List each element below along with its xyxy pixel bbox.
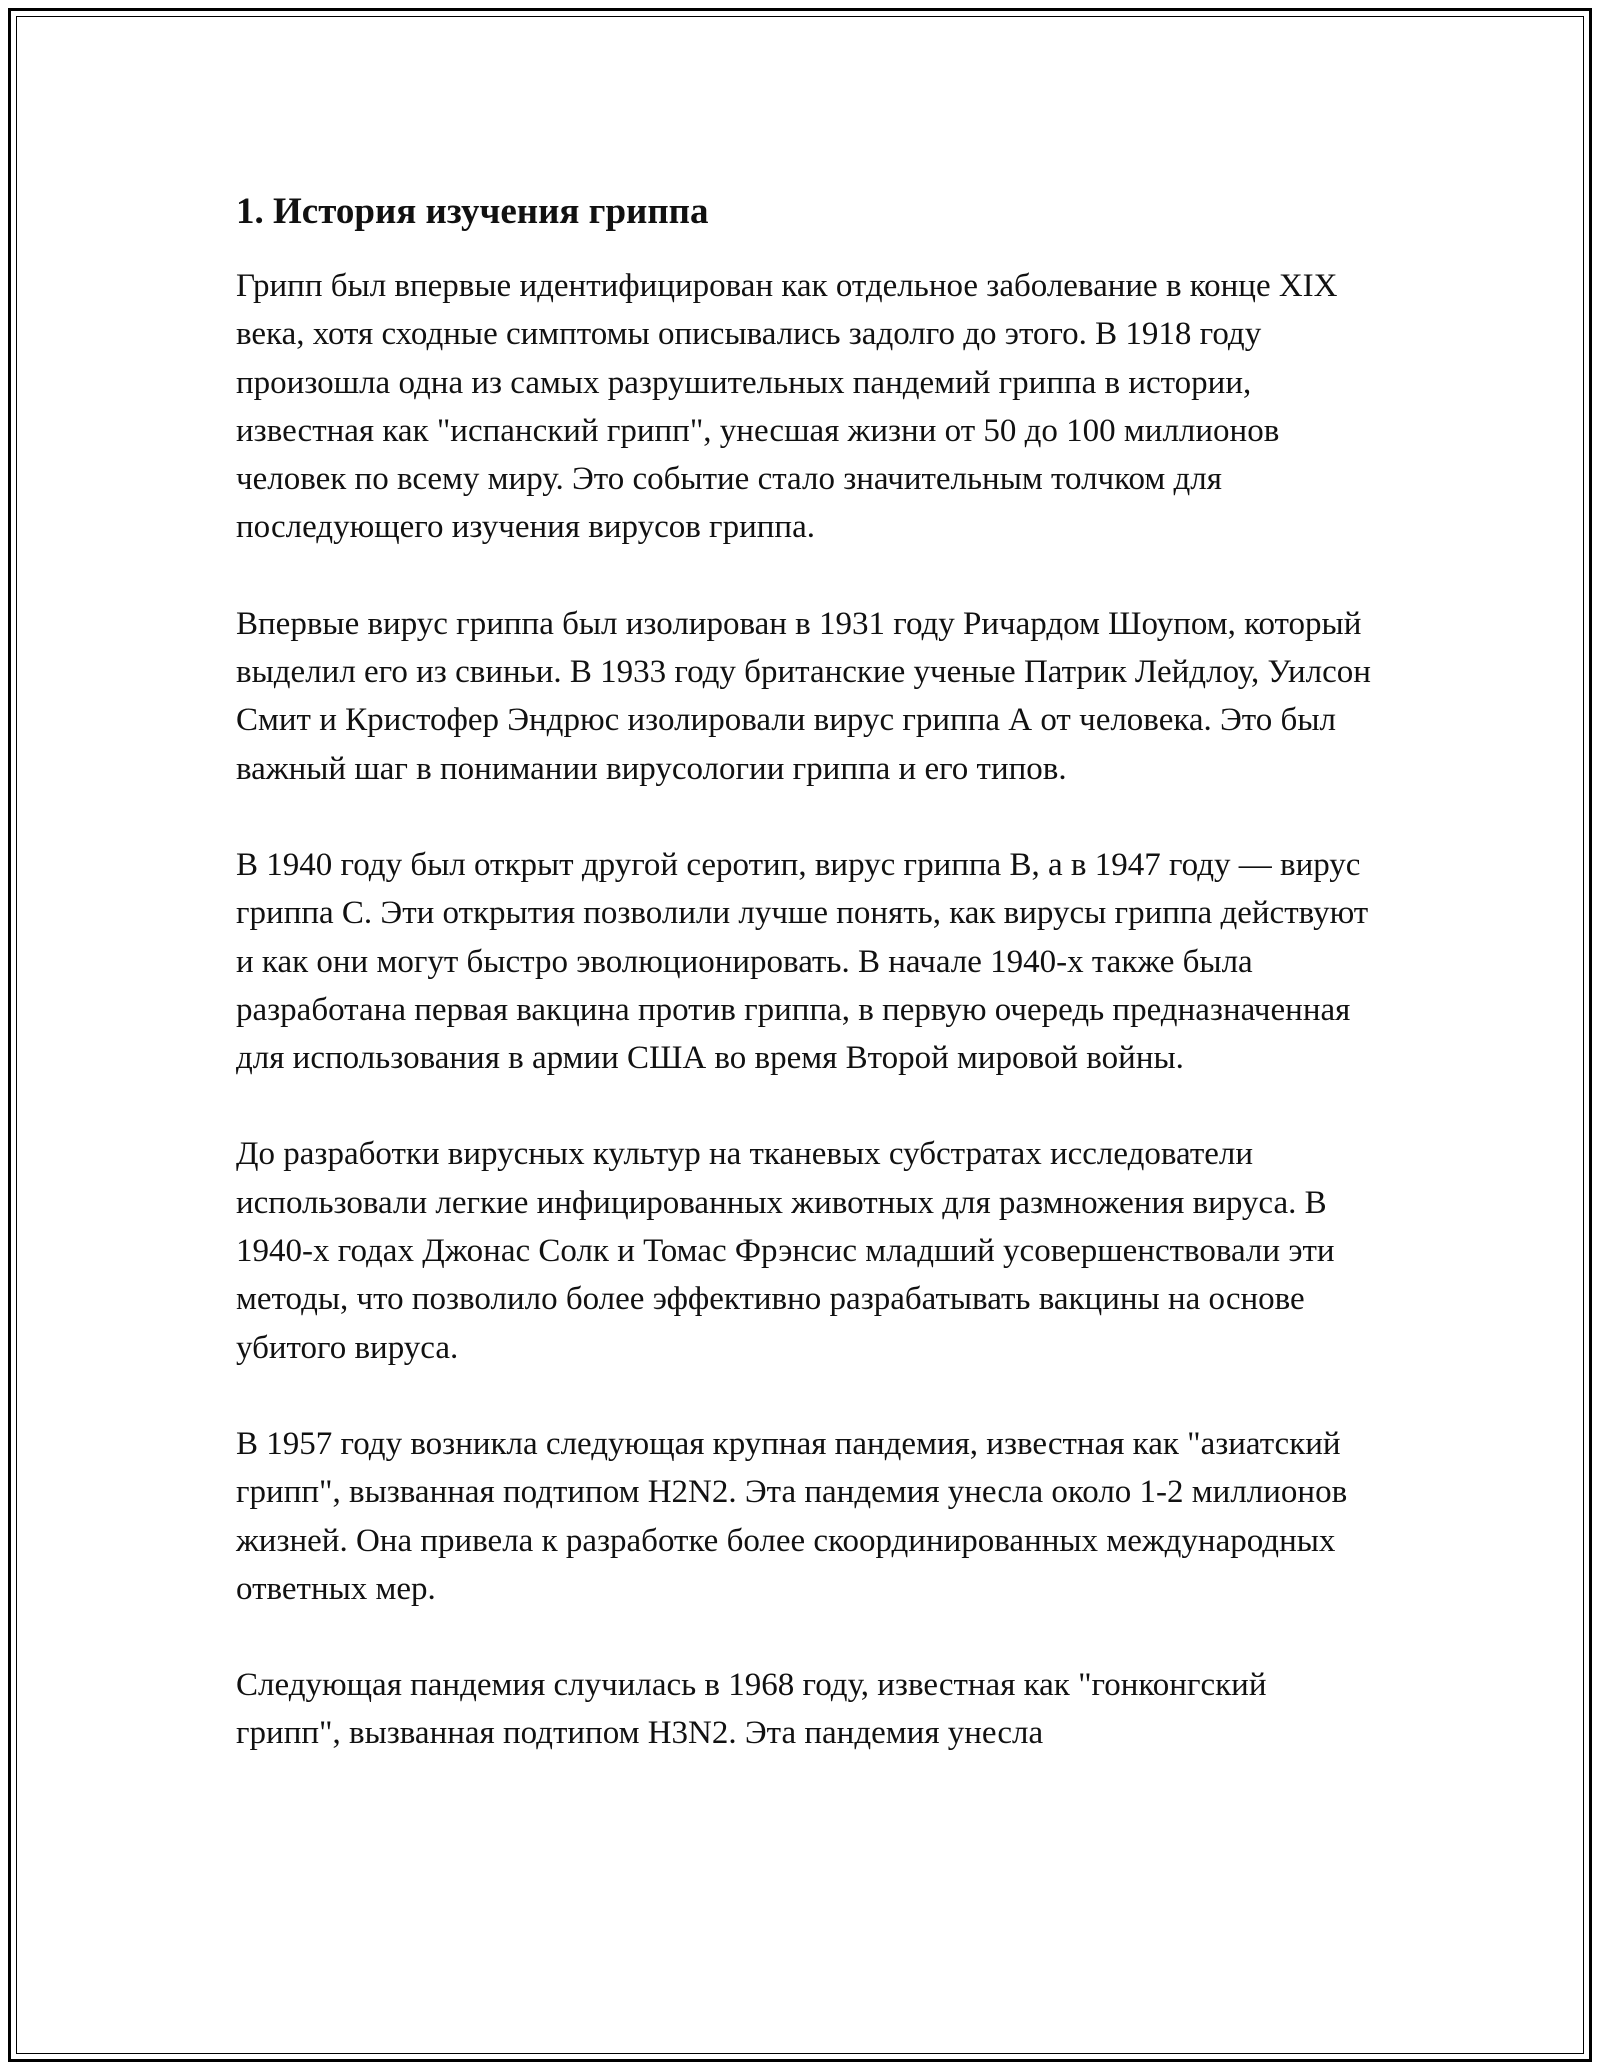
paragraph-3: В 1940 году был открыт другой серотип, вирус гриппа B, а в 1947 году — вирус гриппа C. Эти открытия позволили лучше понять, как вирусы гриппа действуют и как они могут быстро эволюционировать. В начале 1940-х также была разработана первая вакцина против гриппа, в первую очередь предназначенная для использования в армии США во время Второй мировой войны.	[236, 846, 1369, 1077]
paragraph-4: До разработки вирусных культур на тканевых субстратах исследователи использовали легкие инфицированных животных для размножения вируса. В 1940-х годах Джонас Солк и Томас Фрэнсис младший усовершенствовали эти методы, что позволило более эффективно разрабатывать вакцины на основе убитого вируса.	[236, 1136, 1335, 1366]
document-content	[236, 188, 1376, 1806]
paragraph-6: Следующая пандемия случилась в 1968 году, известная как "гонконгский грипп", вызванная подтипом H3N2. Эта пандемия унесла	[236, 1667, 1267, 1752]
paragraph-1: Грипп был впервые идентифицирован как отдельное заболевание в конце XIX века, хотя сходные симптомы описывались задолго до этого. В 1918 году произошла одна из самых разрушительных пандемий гриппа в истории, известная как "испанский грипп", унесшая жизни от 50 до 100 миллионов человек по всему миру. Это событие стало значительным толчком для последующего изучения вирусов гриппа.	[236, 268, 1338, 546]
paragraph-5: В 1957 году возникла следующая крупная пандемия, известная как "азиатский грипп", вызванная подтипом H2N2. Эта пандемия унесла около 1-2 миллионов жизней. Она привела к разработке более скоординированных международных ответных мер.	[236, 1425, 1348, 1607]
section-heading: 1. История изучения гриппа	[236, 191, 709, 232]
paragraph-2: Впервые вирус гриппа был изолирован в 1931 году Ричардом Шоупом, который выделил его из свиньи. В 1933 году британские ученые Патрик Лейдлоу, Уилсон Смит и Кристофер Эндрюс изолировали вирус гриппа А от человека. Это был важный шаг в понимании вирусологии гриппа и его типов.	[236, 605, 1371, 787]
